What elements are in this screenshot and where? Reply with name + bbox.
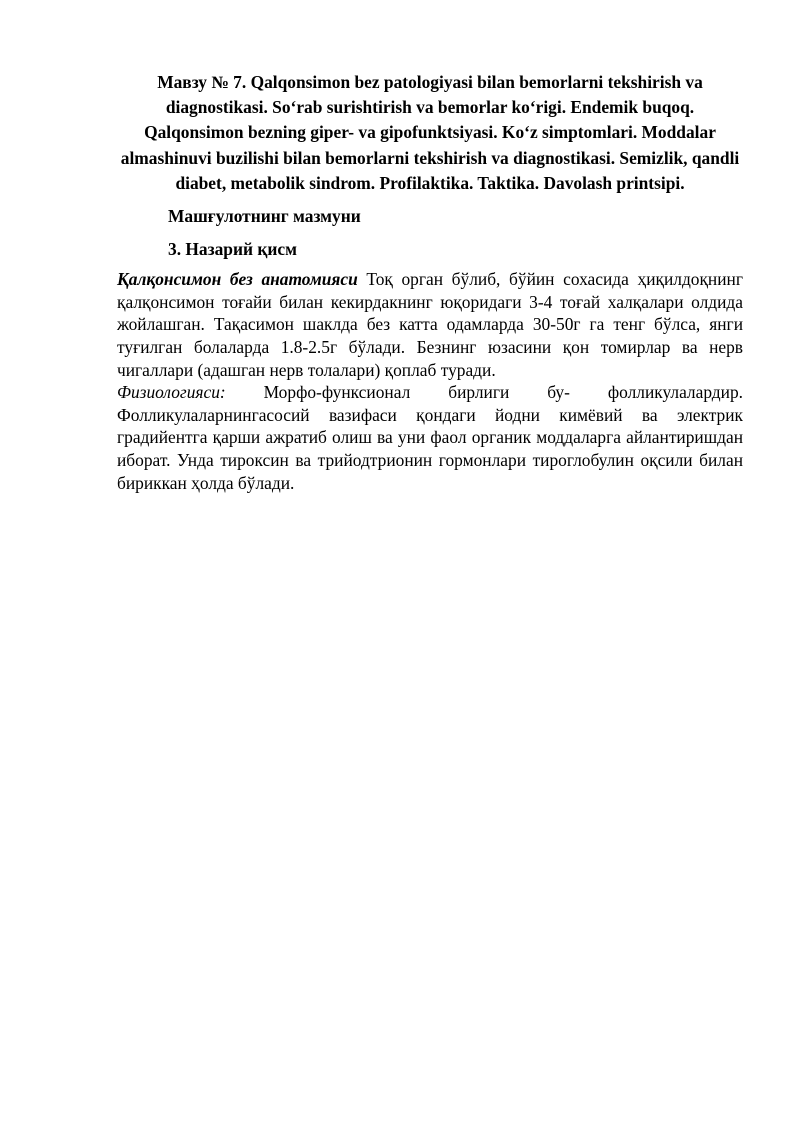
subsection-heading: 3. Назарий қисм <box>168 239 297 260</box>
section-heading: Машғулотнинг мазмуни <box>168 206 361 227</box>
physiology-text: Морфо-функсионал бирлиги бу- фолликулалардир. Фолликулаларнингасосий вазифаси қондаги йодни кимёвий ва электрик градийентга қарши ажратиб олиш ва уни фаол органик моддаларга айлантиришдан иборат. Унда тироксин ва трийодтрионин гормонлари тироглобулин оқсили билан бириккан ҳолда бўлади. <box>117 382 743 493</box>
document-title: Мавзу № 7. Qalqonsimon bez patologiyasi bilan bemorlarni tekshirish va diagnostikasi. So‘rab surishtirish va bemorlar ko‘rigi. Endemik buqoq. Qalqonsimon bezning giper- va gipofunktsiyasi. Ko‘z simptomlari. Moddalar almashinuvi buzilishi bilan bemorlarni tekshirish va diagnostikasi. Semizlik, qandli diabet, metabolik sindrom. Profilaktika. Taktika. Davolash printsipi. <box>120 72 740 193</box>
physiology-lead: Физиологияси: <box>117 382 226 403</box>
anatomy-lead: Қалқонсимон без анатомияси <box>117 269 358 290</box>
anatomy-paragraph <box>117 268 743 381</box>
document-page <box>117 70 743 494</box>
anatomy-text: Тоқ орган бўлиб, бўйин сохасида ҳиқилдоқнинг қалқонсимон тоғайи билан кекирдакнинг юқоридаги 3-4 тоғай халқалари олдида жойлашган. Тақасимон шаклда без катта одамларда 30-50г га тенг бўлса, янги туғилган болаларда 1.8-2.5г бўлади. Безнинг юзасини қон томирлар ва нерв чигаллари (адашган нерв толалари) қоплаб туради. <box>117 269 743 380</box>
physiology-paragraph <box>117 381 743 494</box>
